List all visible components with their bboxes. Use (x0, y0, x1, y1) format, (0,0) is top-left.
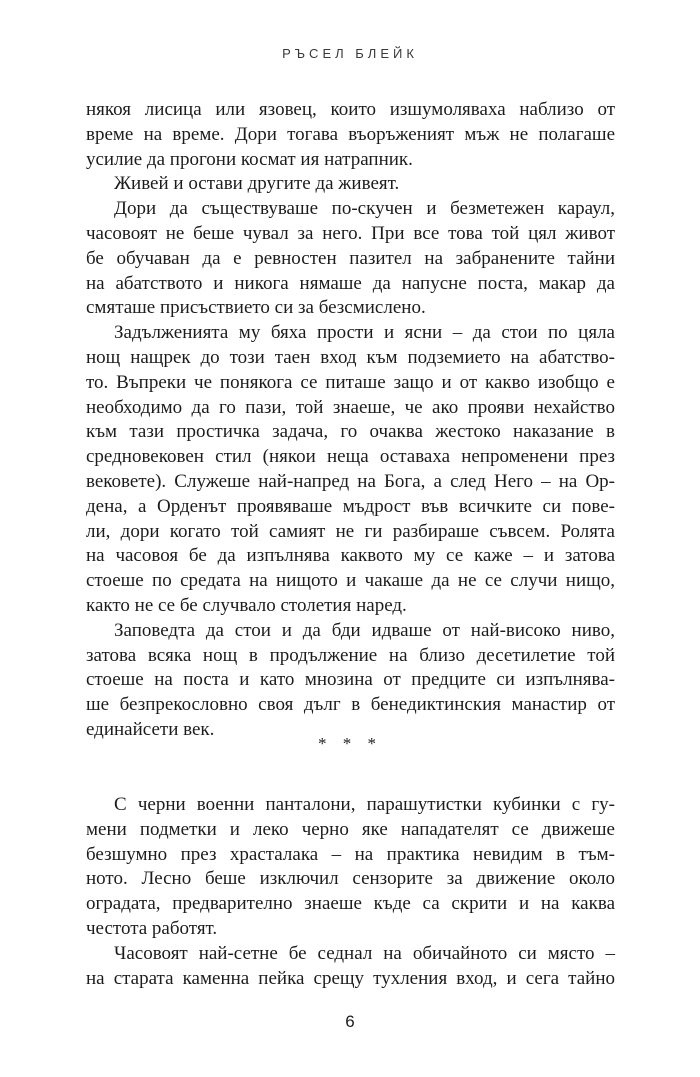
text-line: на абатството и никога нямаше да напусне поста, макар да (86, 272, 615, 294)
text-line: на старата каменна пейка срещу тухления вход, и сега тайно (86, 967, 615, 989)
running-head-author: РЪСЕЛ БЛЕЙК (282, 46, 418, 61)
text-line: Часовоят най-сетне бе седнал на обичайното си място – (114, 942, 615, 964)
text-line: някоя лисица или язовец, които изшумоляваха наблизо от (86, 99, 615, 120)
section-two-paragraphs (86, 793, 615, 991)
text-line: оградата, предварително знаеше къде са скрити и на каква (86, 893, 615, 915)
text-line: мени подметки и леко черно яке нападателят се движеше (86, 818, 615, 840)
page-number: 6 (345, 1012, 355, 1031)
text-line: честота работят. (86, 917, 218, 939)
text-line: както не се бе случвало столетия наред. (86, 594, 407, 616)
body-text-section-two (86, 793, 615, 991)
text-line: С черни военни панталони, парашутистки кубинки с гу- (114, 794, 615, 815)
text-line: безшумно през храсталака – на практика невидим в тъм- (86, 843, 615, 865)
text-line: Живей и остави другите да живеят. (114, 173, 400, 195)
text-line: бе обучаван да е ревностен пазител на забранените тайни (86, 247, 615, 269)
text-line: ното. Лесно беше изключил сензорите за движение около (86, 868, 615, 890)
text-line: смяташе присъствието си за безсмислено. (86, 297, 426, 319)
body-text-section-one (86, 98, 615, 743)
text-line: средновековен стил (някои неща оставаха непроменени през (86, 446, 615, 468)
text-line: то. Въпреки че понякога се питаше защо и от какво изобщо е (86, 371, 615, 393)
text-line: Заповедта да стои и да бди идваше от най-високо ниво, (114, 619, 615, 641)
text-line: дена, а Орденът проявяваше мъдрост във всичките си пове- (86, 495, 615, 517)
text-line: затова всяка нощ в продължение на близо десетилетие той (86, 644, 615, 666)
text-line: нощ нащрек до този таен вход към подземието на абатство- (86, 346, 615, 368)
text-line: ли, дори когато той самият не ги разбираше съвсем. Ролята (86, 520, 615, 542)
text-line: часовоят не беше чувал за него. При все това той цял живот (86, 222, 615, 244)
section-one-paragraphs (86, 98, 615, 743)
text-line: Дори да съществуваше по-скучен и безметежен караул, (114, 198, 615, 220)
text-line: стоеше на поста и като мнозина от предците си изпълнява- (86, 669, 615, 691)
scene-break-separator: * * * (318, 734, 382, 753)
text-line: време на време. Дори тогава въоръженият мъж не полагаше (86, 123, 615, 145)
text-line: единайсети век. (86, 718, 215, 740)
text-line: необходимо да го пази, той знаеше, че ако прояви нехайство (86, 396, 615, 418)
text-line: усилие да прогони космат ия натрапник. (86, 148, 413, 170)
text-line: Задълженията му бяха прости и ясни – да стои по цяла (114, 322, 615, 344)
text-line: на часовоя бе да изпълнява каквото му се каже – и затова (86, 545, 615, 567)
text-line: вековете). Служеше най-напред на Бога, а след Него – на Ор- (86, 470, 615, 492)
text-line: стоеше по средата на нищото и чакаше да не се случи нищо, (86, 570, 615, 592)
text-line: към тази простичка задача, го очаква жестоко наказание в (86, 421, 615, 443)
text-line: ше безпрекословно своя дълг в бенедиктинския манастир от (86, 694, 615, 716)
